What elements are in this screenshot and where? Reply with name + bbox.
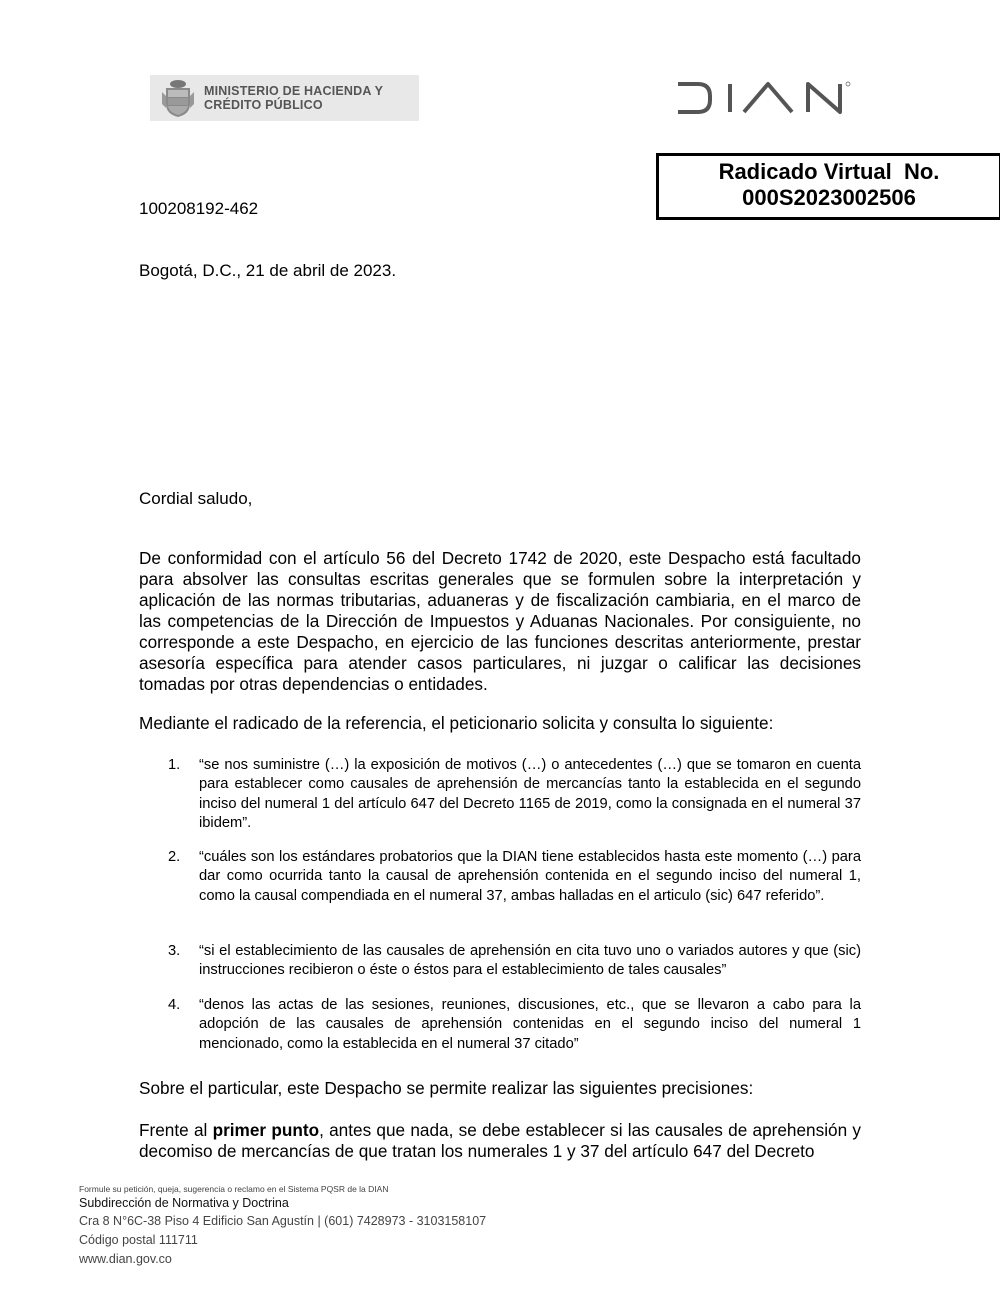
footer-office: Subdirección de Normativa y Doctrina (79, 1196, 289, 1210)
list-item (139, 756, 861, 848)
footer-postal-code: Código postal 111711 (79, 1233, 198, 1247)
document-number: 100208192-462 (139, 199, 259, 218)
paragraph-precisions-intro: Sobre el particular, este Despacho se permite realizar las siguientes precisiones: (139, 1078, 754, 1098)
paragraph-request-intro: Mediante el radicado de la referencia, el peticionario solicita y consulta lo siguiente: (139, 713, 774, 733)
paragraph-first-point-prefix: Frente al (139, 1120, 213, 1140)
list-item (139, 848, 861, 942)
greeting: Cordial saludo, (139, 489, 253, 508)
paragraph-first-point-bold: primer punto (212, 1120, 320, 1140)
radicado-box (656, 153, 1000, 220)
list-item-text: “denos las actas de las sesiones, reuniones, discusiones, etc., que se llevaron a cabo para la adopción de las causales de aprehensión contenidas en el segundo inciso del numeral 1 mencionado, como la establecida en el numeral 37 citado” (199, 997, 861, 1052)
footer-pqsr-note: Formule su petición, queja, sugerencia o reclamo en el Sistema PQSR de la DIAN (79, 1184, 389, 1194)
colombia-coat-of-arms-icon (160, 78, 196, 118)
list-item-text: “si el establecimiento de las causales de aprehensión en cita tuvo uno o variados autores y que (sic) instrucciones recibieron o éste o éstos para el establecimiento de tales causales” (199, 943, 861, 979)
footer-address: Cra 8 N°6C-38 Piso 4 Edificio San Agustín | (601) 7428973 - 3103158107 (79, 1214, 487, 1228)
paragraph-competence: De conformidad con el artículo 56 del Decreto 1742 de 2020, este Despacho está facultado para absolver las consultas escritas generales que se formulen sobre la interpretación y aplicación de las normas tributarias, aduaneras y de fiscalización cambiaria, en el marco de las competencias de la Dirección de Impuestos y Aduanas Nacionales. Por consiguiente, no corresponde a este Despacho, en ejercicio de las funciones descritas anteriormente, prestar asesoría específica para atender casos particulares, ni juzgar o calificar las decisiones tomadas por otras dependencias o entidades. (139, 548, 861, 694)
radicado-number: 000S2023002506 (742, 185, 916, 210)
place-date: Bogotá, D.C., 21 de abril de 2023. (139, 261, 397, 280)
paragraph-first-point (139, 1120, 861, 1162)
ministry-name-line-1: MINISTERIO DE HACIENDA Y (204, 84, 384, 98)
query-list (139, 756, 861, 1054)
list-item-number: 1. (168, 757, 181, 773)
list-item-text: “se nos suministre (…) la exposición de motivos (…) o antecedentes (…) que se tomaron en cuenta para establecer como causales de aprehensión de mercancías tanto la establecida en el segundo inciso del numeral 1 del artículo 647 del Decreto 1165 de 2019, como la consignada en el numeral 37 ibidem”. (199, 757, 861, 831)
radicado-label: Radicado Virtual No. (718, 159, 940, 184)
paragraph-first-point-rest: , antes que nada, se debe establecer si las causales de aprehensión y decomiso de mercancías de que tratan los numerales 1 y 37 del artículo 647 del Decreto (139, 1120, 861, 1161)
footer-website-link[interactable]: www.dian.gov.co (79, 1252, 172, 1266)
list-item-number: 4. (168, 997, 181, 1013)
footer (79, 1183, 486, 1269)
list-item-text: “cuáles son los estándares probatorios que la DIAN tiene establecidos hasta este momento (…) para dar como ocurrida tanto la causal de aprehensión contenida en el segundo inciso del numeral 1, como la causal compendiada en el numeral 37, ambas halladas en el articulo (sic) 647 referido”. (199, 849, 861, 904)
list-item-number: 3. (168, 943, 181, 959)
list-item (139, 942, 861, 996)
ministry-logo (150, 75, 419, 121)
ministry-name (204, 84, 383, 112)
ministry-name-line-2: CRÉDITO PÚBLICO (204, 98, 323, 112)
dian-logo (672, 80, 852, 116)
list-item (139, 996, 861, 1054)
list-item-number: 2. (168, 849, 181, 865)
